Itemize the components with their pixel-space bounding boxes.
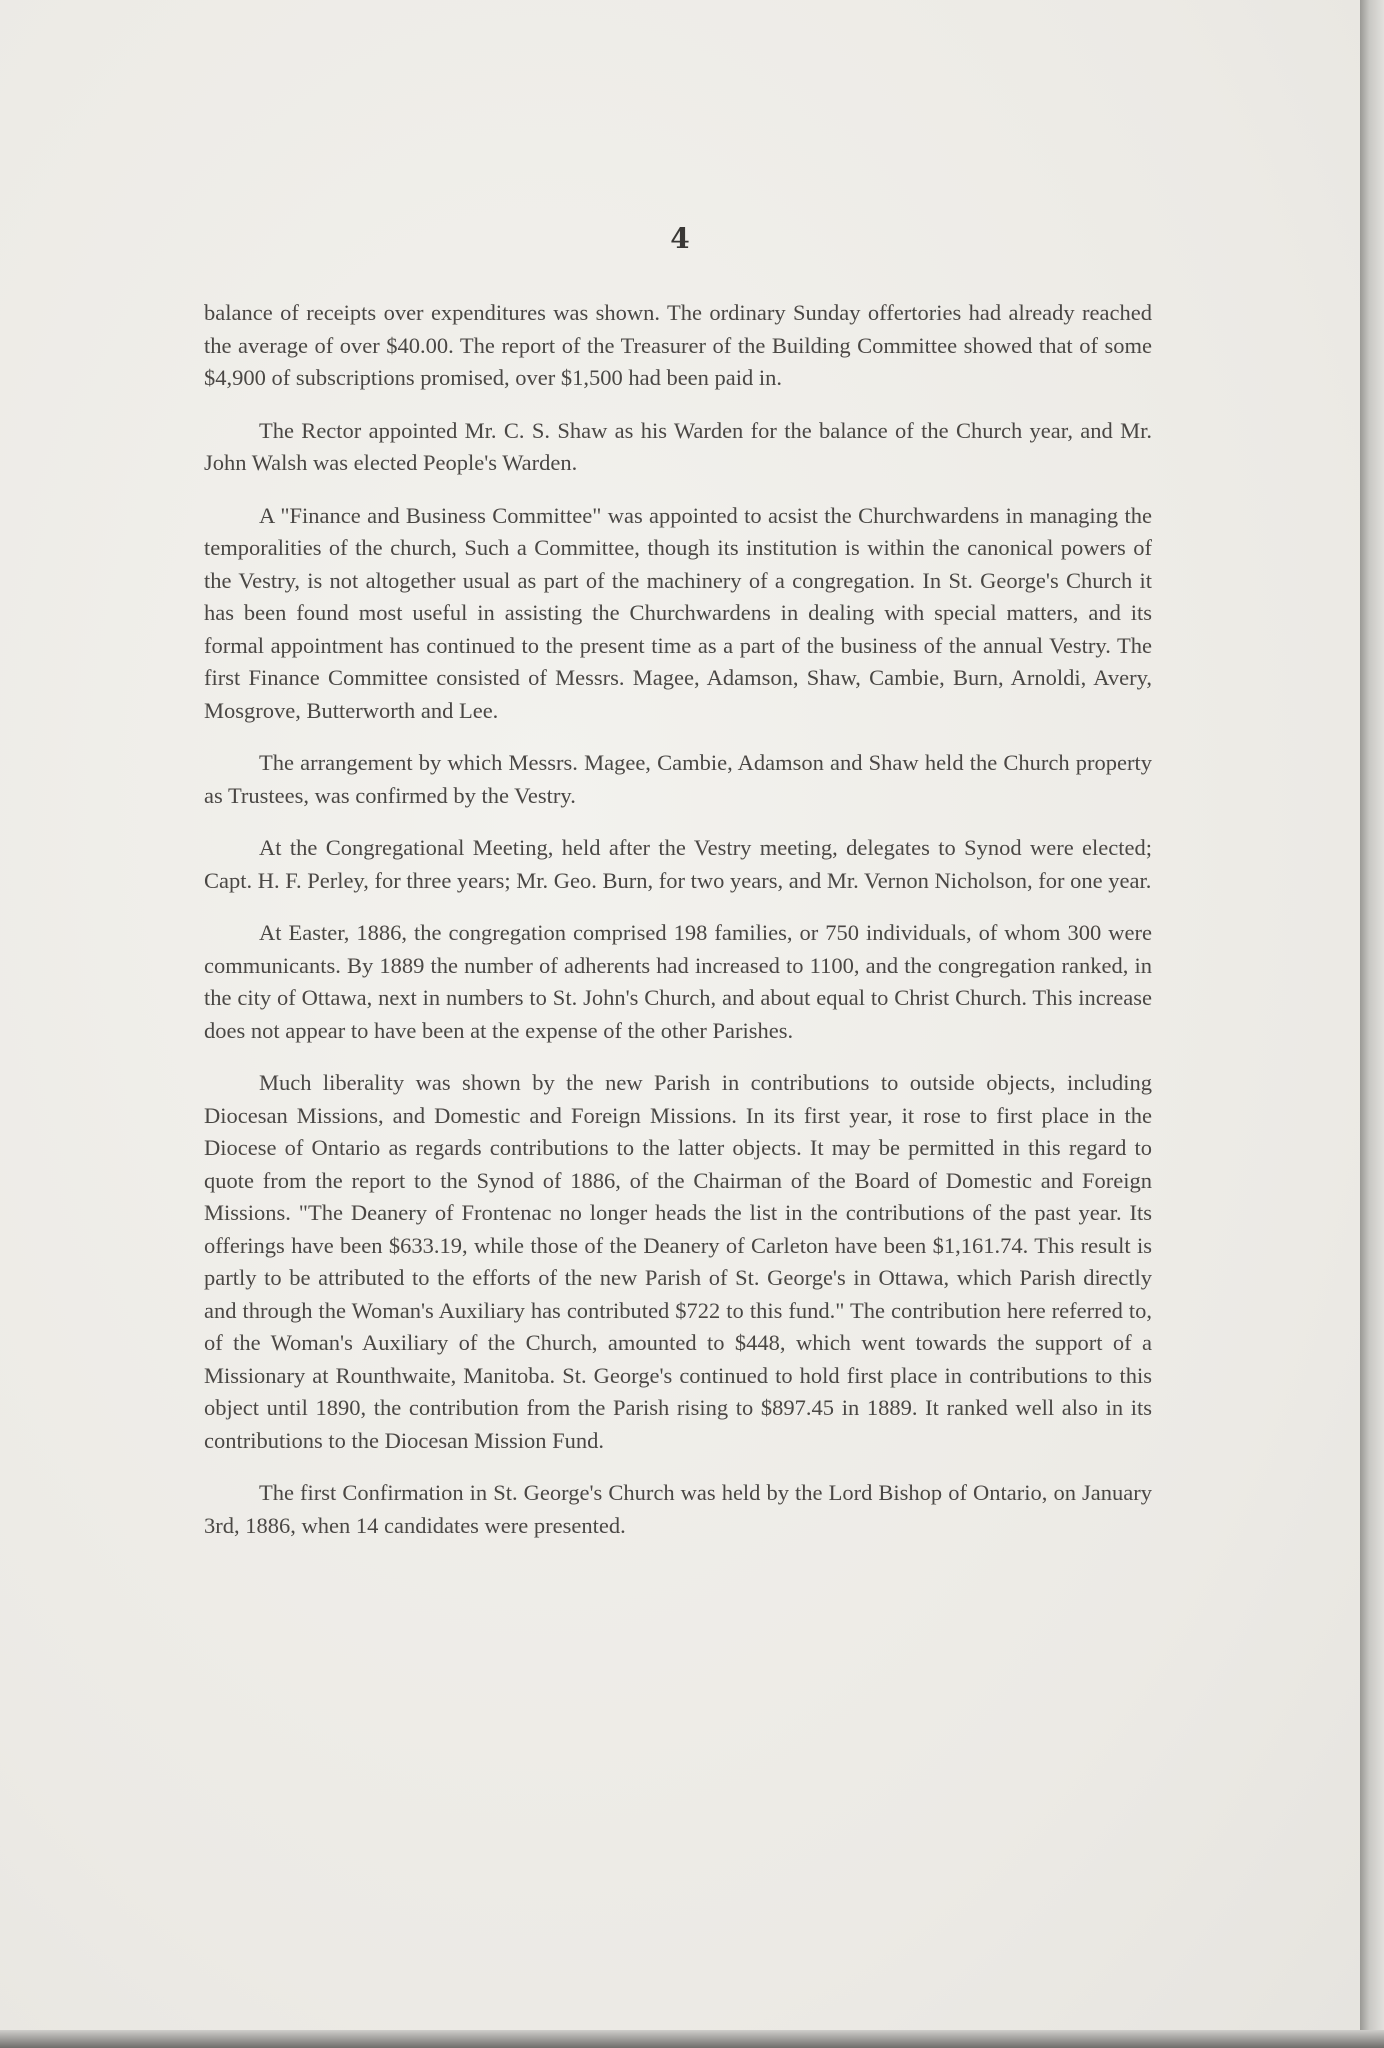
paragraph: At the Congregational Meeting, held after the Vestry meeting, delegates to Synod were elected; Capt. H. F. Perley, for three years; Mr. Geo. Burn, for two years, and Mr. Vernon Nicholson, for one year. [204,835,1152,893]
paragraph: The arrangement by which Messrs. Magee, Cambie, Adamson and Shaw held the Church property as Trustees, was confirmed by the Vestry. [204,750,1152,808]
paragraph: At Easter, 1886, the congregation comprised 198 families, or 750 individuals, of whom 300 were communicants. By 1889 the number of adherents had increased to 1100, and the congregation ranked, in the city of Ottawa, next in numbers to St. John's Church, and about equal to Christ Church. This increase does not appear to have been at the expense of the other Parishes. [204,920,1152,1043]
page-edge-shadow [1360,0,1384,2048]
page-bottom-shadow [0,2030,1384,2048]
paragraph: balance of receipts over expenditures was shown. The ordinary Sunday offertories had already reached the average of over $40.00. The report of the Treasurer of the Building Committee showed that of some $4,900 of subscriptions promised, over $1,500 had been paid in. [204,300,1152,390]
paragraph: The first Confirmation in St. George's Church was held by the Lord Bishop of Ontario, on January 3rd, 1886, when 14 candidates were presented. [204,1480,1152,1538]
page-number: 4 [670,222,690,255]
paragraph: A "Finance and Business Committee" was appointed to acsist the Churchwardens in managing the temporalities of the church, Such a Committee, though its institution is within the canonical powers of the Vestry, is not altogether usual as part of the machinery of a congregation. In St. George's Church it has been found most useful in assisting the Churchwardens in dealing with special matters, and its formal appointment has continued to the present time as a part of the business of the annual Vestry. The first Finance Committee consisted of Messrs. Magee, Adamson, Shaw, Cambie, Burn, Arnoldi, Avery, Mosgrove, Butterworth and Lee. [204,502,1152,723]
paragraph: Much liberality was shown by the new Parish in contributions to outside objects, including Diocesan Missions, and Domestic and Foreign Missions. In its first year, it rose to first place in the Diocese of Ontario as regards contributions to the latter objects. It may be permitted in this regard to quote from the report to the Synod of 1886, of the Chairman of the Board of Domestic and Foreign Missions. "The Deanery of Frontenac no longer heads the list in the contributions of the past year. Its offerings have been $633.19, while those of the Deanery of Carleton have been $1,161.74. This result is partly to be attributed to the efforts of the new Parish of St. George's in Ottawa, which Parish directly and through the Woman's Auxiliary has contributed $722 to this fund." The contribution here referred to, of the Woman's Auxiliary of the Church, amounted to $448, which went towards the support of a Missionary at Rounthwaite, Manitoba. St. George's continued to hold first place in contributions to this object until 1890, the contribution from the Parish rising to $897.45 in 1889. It ranked well also in its contributions to the Diocesan Mission Fund. [204,1070,1152,1453]
body-text [204,297,1152,1562]
paragraph: The Rector appointed Mr. C. S. Shaw as his Warden for the balance of the Church year, and Mr. John Walsh was elected People's Warden. [204,417,1152,475]
